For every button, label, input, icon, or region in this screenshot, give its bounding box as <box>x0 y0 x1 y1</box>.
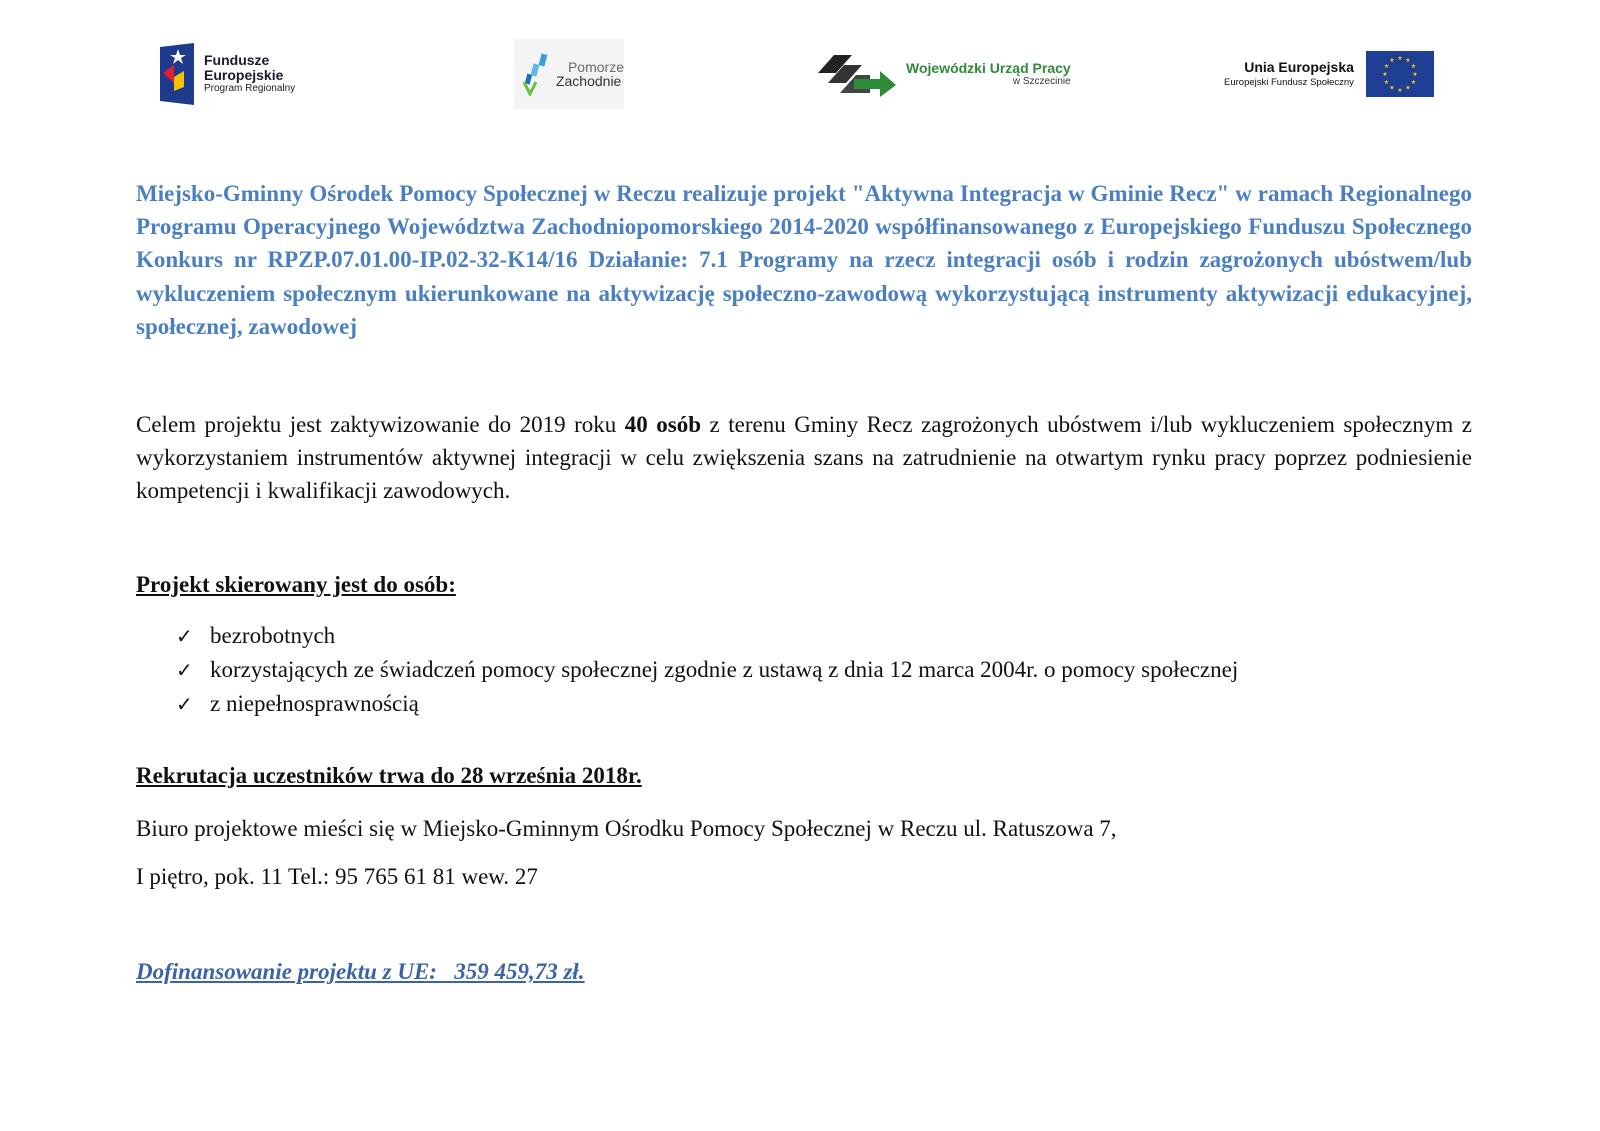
svg-text:★: ★ <box>1410 79 1417 86</box>
office-address: Biuro projektowe mieści się w Miejsko-Gminnym Ośrodku Pomocy Społecznej w Reczu ul. Ratuszowa 7, <box>136 816 1117 841</box>
wup-logo-line1: Wojewódzki Urząd Pracy <box>906 59 1071 76</box>
list-item <box>176 619 1238 653</box>
wup-logo-line2: w Szczecinie <box>1012 76 1071 88</box>
goal-highlight: 40 osób <box>624 412 702 437</box>
list-item-text: korzystających ze świadczeń pomocy społecznej zgodnie z ustawą z dnia 12 marca 2004r. o pomocy społecznej <box>210 657 1239 683</box>
pz-logo-line2: Zachodnie <box>555 73 622 89</box>
pomorze-zachodnie-icon <box>522 52 552 96</box>
svg-text:★: ★ <box>1383 63 1390 70</box>
svg-text:★: ★ <box>1405 84 1411 92</box>
svg-text:★: ★ <box>1405 57 1411 64</box>
office-contact: I piętro, pok. 11 Tel.: 95 765 61 81 wew. 27 <box>136 864 538 889</box>
ue-logo-line2: Europejski Fundusz Społeczny <box>1224 76 1354 88</box>
fe-logo-line3: Program Regionalny <box>204 83 296 95</box>
list-item-text: z niepełnosprawnością <box>210 691 419 717</box>
list-item <box>176 687 1238 721</box>
pomorze-zachodnie-logo <box>514 34 624 114</box>
svg-text:★: ★ <box>1383 79 1390 86</box>
funding-amount: Dofinansowanie projektu z UE: 359 459,73 zł. <box>136 959 585 984</box>
check-icon: ✓ <box>176 658 193 683</box>
intro-paragraph: Miejsko-Gminny Ośrodek Pomocy Społecznej w Reczu realizuje projekt "Aktywna Integracja w Gminie Recz" w ramach Regionalnego Programu Operacyjnego Województwa Zachodniopomorskiego 2014-2020 współfinansowanego z Europejskiego Funduszu Społecznego Konkurs nr RPZP.07.01.00-IP.02-32-K14/16 Działanie: 7.1 Programy na rzecz integracji osób i rodzin zagrożonych ubóstwem/lub wykluczeniem społecznym ukierunkowane na aktywizację społeczno-zawodową wykorzystującą instrumenty aktywizacji edukacyjnej, społecznej, zawodowej <box>136 181 1472 339</box>
goal-text-after: z terenu Gminy Recz zagrożonych ubóstwem i/lub wykluczeniem społecznym z wykorzystaniem instrumentów aktywnej integracji w celu zwiększenia szans na zatrudnienie na otwartym rynku pracy poprzez podniesienie kompetencji i kwalifikacji zawodowych. <box>136 412 1472 504</box>
check-icon: ✓ <box>176 692 193 717</box>
recruitment-heading: Rekrutacja uczestników trwa do 28 września 2018r. <box>136 763 642 788</box>
goal-paragraph <box>136 408 1472 508</box>
list-item <box>176 653 1238 687</box>
pz-logo-line1: Pomorze <box>567 59 624 75</box>
fe-logo-line1: Fundusze <box>204 52 270 69</box>
svg-text:★: ★ <box>1389 84 1395 92</box>
svg-text:★: ★ <box>1382 71 1388 78</box>
svg-text:★: ★ <box>1397 55 1403 62</box>
ue-logo-line1: Unia Europejska <box>1244 59 1354 76</box>
wup-arrows-icon <box>818 51 896 97</box>
list-item-text: bezrobotnych <box>210 623 336 648</box>
target-list <box>176 619 1238 722</box>
svg-text:★: ★ <box>1397 87 1403 94</box>
fundusze-europejskie-logo <box>160 34 295 114</box>
target-heading: Projekt skierowany jest do osób: <box>136 572 456 597</box>
logo-bar <box>0 34 1600 114</box>
check-icon: ✓ <box>176 624 193 648</box>
wup-logo <box>818 34 1071 114</box>
fe-logo-line2: Europejskie <box>204 66 284 83</box>
svg-text:★: ★ <box>1410 63 1417 70</box>
fundusze-europejskie-icon <box>160 43 194 105</box>
eu-logo <box>1224 34 1434 114</box>
svg-text:★: ★ <box>1389 57 1395 64</box>
eu-flag-icon <box>1366 51 1434 97</box>
svg-text:★: ★ <box>1412 71 1418 78</box>
goal-text-before: Celem projektu jest zaktywizowanie do 2019 roku <box>136 412 625 437</box>
